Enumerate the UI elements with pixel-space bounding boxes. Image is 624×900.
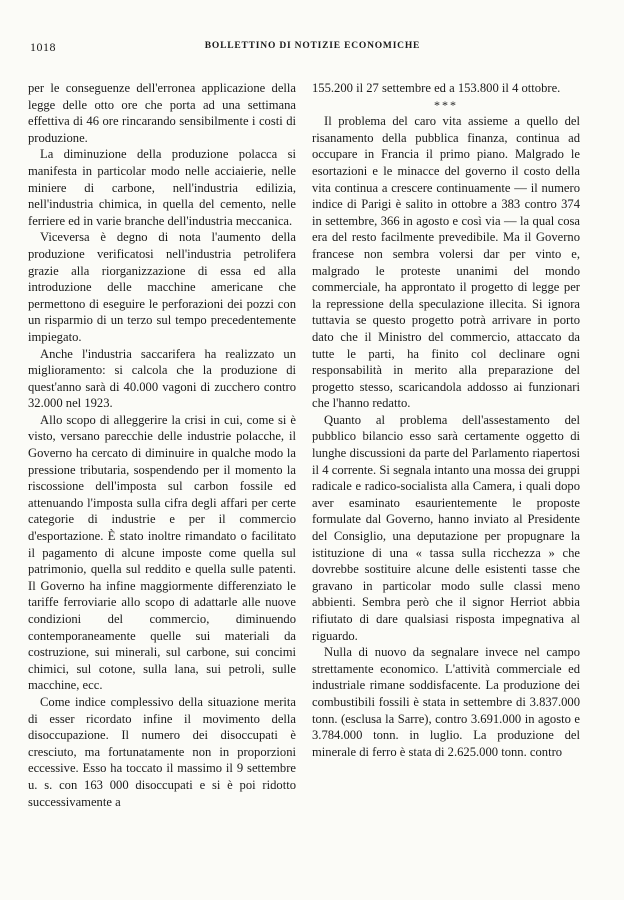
right-column: [312, 80, 580, 760]
paragraph: Allo scopo di alleggerire la crisi in cui, come si è visto, versano parecchie delle industrie polacche, il Governo ha cercato di diminuire in qualche modo la pressione tributaria, sospendendo per il momento la riscossione dell'imposta sul carbon fossile ed attenuando l'imposta sulla cifra degli affari per certe categorie di industrie e per il commercio d'esportazione. È stato inoltre rimandato o facilitato il pagamento di alcune imposte come quella sul patrimonio, quella sul reddito e quella sulle patenti. Il Governo ha infine maggiormente differenziato le tariffe ferroviarie allo scopo di adattarle alle nuove condizioni del commercio, diminuendo contemporaneamente quelle sui materiali da costruzione, sui minerali, sul carbone, sui concimi chimici, sul cotone, sulla lana, sui petroli, sulle macchine, ecc.: [28, 412, 296, 693]
page-number: 1018: [30, 40, 56, 54]
paragraph: Viceversa è degno di nota l'aumento della produzione verificatosi nell'industria petrolifera grazie alla riorganizzazione di essa ed alla introduzione delle macchine americane che permettono di eseguire le perforazioni dei pozzi con un risparmio di un terzo sul tempo precedentemente impiegato.: [28, 230, 296, 344]
running-title: BOLLETTINO DI NOTIZIE ECONOMICHE: [204, 41, 421, 51]
section-separator: ***: [434, 97, 458, 112]
page-header: [30, 40, 595, 60]
paragraph: Il problema del caro vita assieme a quello del risanamento della pubblica finanza, continua ad occupare in Francia il primo piano. Malgrado le esortazioni e le minacce del governo il costo della vita continua a crescere continuamente — il numero indice di Parigi è salito in ottobre a 383 contro 374 in settembre, 366 in agosto e così via — la qual cosa era del resto facilmente prevedibile. Ma il Governo francese non sembra volersi dar per vinto e, malgrado le proteste unanimi del mondo commerciale, ha approntato il progetto di legge per la repressione della speculazione illecita. Si ignora tuttavia se questo progetto potrà arrivare in porto dato che il Ministro del commercio, attaccato da tutte le parti, ha finito col declinare ogni responsabilità in merito alla preparazione del progetto stesso, scaricandola addosso ai funzionari che l'hanno redatto.: [312, 114, 580, 411]
paragraph-continuation: 155.200 il 27 settembre ed a 153.800 il 4 ottobre.: [312, 81, 561, 95]
paragraph: Anche l'industria saccarifera ha realizzato un miglioramento: si calcola che la produzione di quest'anno sarà di 40.000 vagoni di zucchero contro 32.000 nel 1923.: [28, 346, 296, 411]
paragraph: Nulla di nuovo da segnalare invece nel campo strettamente economico. L'attività commerciale ed industriale rimane soddisfacente. La produzione dei combustibili fossili è stata in settembre di 3.837.000 tonn. (esclusa la Sarre), contro 3.691.000 in agosto e 3.784.000 tonn. in luglio. La produzione del minerale di ferro è stata di 2.625.000 tonn. contro: [312, 645, 580, 759]
left-column: [28, 80, 296, 810]
paragraph: per le conseguenze dell'erronea applicazione della legge delle otto ore che porta ad una settimana effettiva di 46 ore rincarando sensibilmente i costi di produzione.: [28, 81, 296, 145]
paragraph: Quanto al problema dell'assestamento del pubblico bilancio esso sarà certamente oggetto di lunghe discussioni da parte del Parlamento riapertosi il 4 corrente. Si segnala intanto una mossa dei gruppi radicale e radico-socialista alla Camera, i quali dopo aver esaminato esaurientemente le proposte formulate dal Governo, hanno inviato al Presidente del Consiglio, una deputazione per propugnare la istituzione di una « tassa sulla ricchezza » che dovrebbe sostituire alcune delle esistenti tasse che gravano in particolar modo sulle classi meno abbienti. Sembra però che il signor Herriot abbia rifiutato di dare qualsiasi risposta impegnativa al riguardo.: [312, 412, 580, 643]
paragraph: Come indice complessivo della situazione merita di esser ricordato infine il movimento della disoccupazione. Il numero dei disoccupati è cresciuto, ma fortunatamente non in proporzioni eccessive. Esso ha toccato il massimo il 9 settembre u. s. con 163 000 disoccupati e si è poi ridotto successivamente a: [28, 694, 296, 809]
paragraph: La diminuzione della produzione polacca si manifesta in particolar modo nelle acciaierie, nelle miniere di carbone, nell'industria edilizia, nell'industria chimica, in quella del cemento, nelle ferriere ed in varie branche dell'industria meccanica.: [28, 147, 296, 228]
